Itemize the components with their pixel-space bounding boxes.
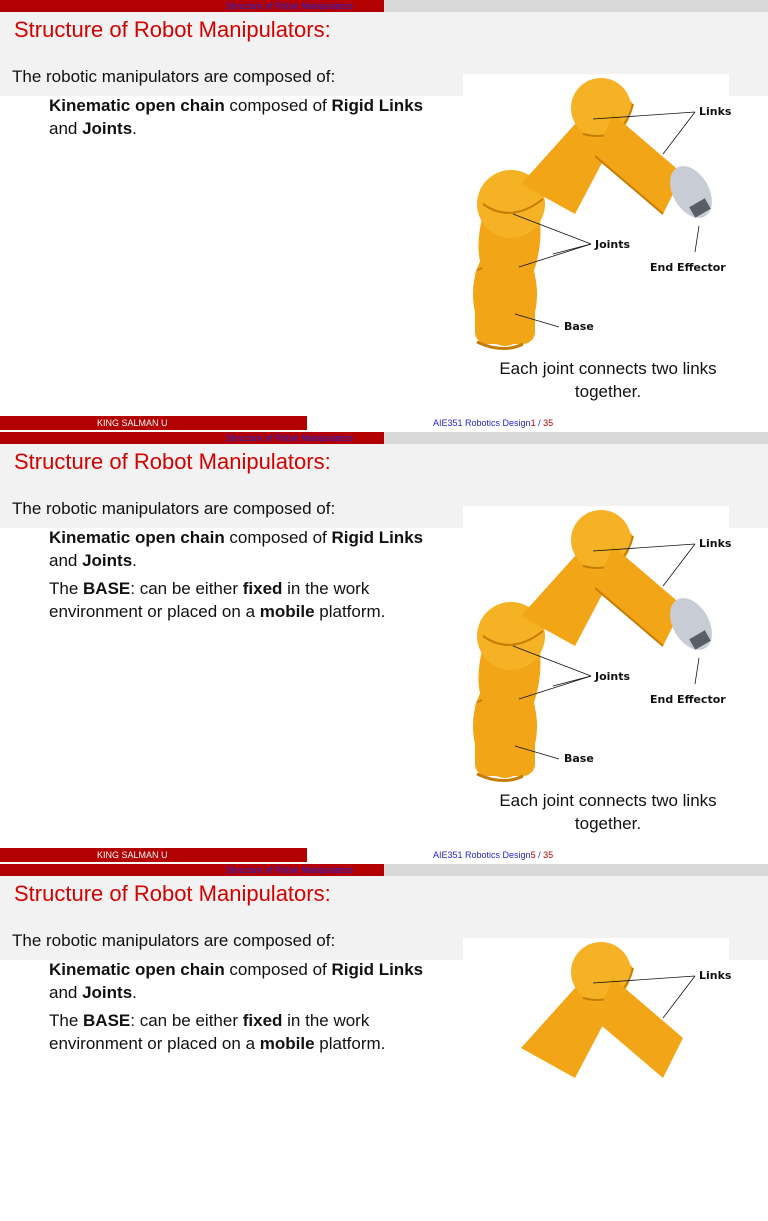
bullet-list [49, 958, 444, 1060]
slide-3 [0, 864, 768, 1053]
robot-arm-figure [463, 506, 732, 789]
label-base: Base [564, 320, 594, 333]
bullet-kinematic-chain: Kinematic open chain composed of Rigid Links and Joints. [49, 528, 424, 570]
footer-course: AIE351 Robotics Design5 / 35 [433, 850, 554, 860]
page-number: 5 [530, 850, 536, 860]
footer-institution: KING SALMAN U [97, 850, 168, 860]
bullet-list [49, 94, 444, 145]
footer-bar [0, 848, 768, 862]
bullet-base: The BASE: can be either fixed in the work environment or placed on a mobile platform. [49, 579, 386, 621]
label-links: Links [699, 969, 732, 982]
robot-arm-figure [463, 938, 732, 1221]
label-links: Links [699, 105, 732, 118]
section-nav-bar [0, 0, 768, 12]
page-total: 35 [543, 418, 554, 428]
section-nav-bar [0, 432, 768, 444]
bullet-kinematic-chain: Kinematic open chain composed of Rigid Links and Joints. [49, 960, 424, 1002]
section-nav-link[interactable]: Structure of Robot Manipulators [226, 433, 354, 443]
robot-arm-figure [463, 74, 732, 357]
label-joints: Joints [595, 238, 631, 251]
bullet-base: The BASE: can be either fixed in the work environment or placed on a mobile platform. [49, 1011, 386, 1053]
section-nav-bar [0, 864, 768, 876]
bullet-list [49, 526, 444, 628]
frame-title: Structure of Robot Manipulators: [14, 881, 331, 906]
page-total: 35 [543, 850, 554, 860]
intro-text: The robotic manipulators are composed of: [12, 67, 336, 86]
footer-institution: KING SALMAN U [97, 418, 168, 428]
label-base: Base [564, 752, 594, 765]
label-end-effector: End Effector [650, 693, 726, 706]
slide-1 [0, 0, 768, 432]
label-joints: Joints [595, 670, 631, 683]
section-nav-link[interactable]: Structure of Robot Manipulators [226, 1, 354, 11]
label-links: Links [699, 537, 732, 550]
figure-caption: Each joint connects two links together. [499, 359, 717, 401]
footer-bar [0, 416, 768, 430]
slide-2 [0, 432, 768, 864]
frame-title: Structure of Robot Manipulators: [14, 449, 331, 474]
page-number: 1 [530, 418, 536, 428]
intro-text: The robotic manipulators are composed of: [12, 499, 336, 518]
footer-course: AIE351 Robotics Design1 / 35 [433, 418, 554, 428]
bullet-kinematic-chain: Kinematic open chain composed of Rigid Links and Joints. [49, 96, 424, 138]
intro-text: The robotic manipulators are composed of: [12, 931, 336, 950]
section-nav-link[interactable]: Structure of Robot Manipulators [226, 865, 354, 875]
frame-title: Structure of Robot Manipulators: [14, 17, 331, 42]
label-end-effector: End Effector [650, 261, 726, 274]
figure-caption: Each joint connects two links together. [499, 791, 717, 833]
